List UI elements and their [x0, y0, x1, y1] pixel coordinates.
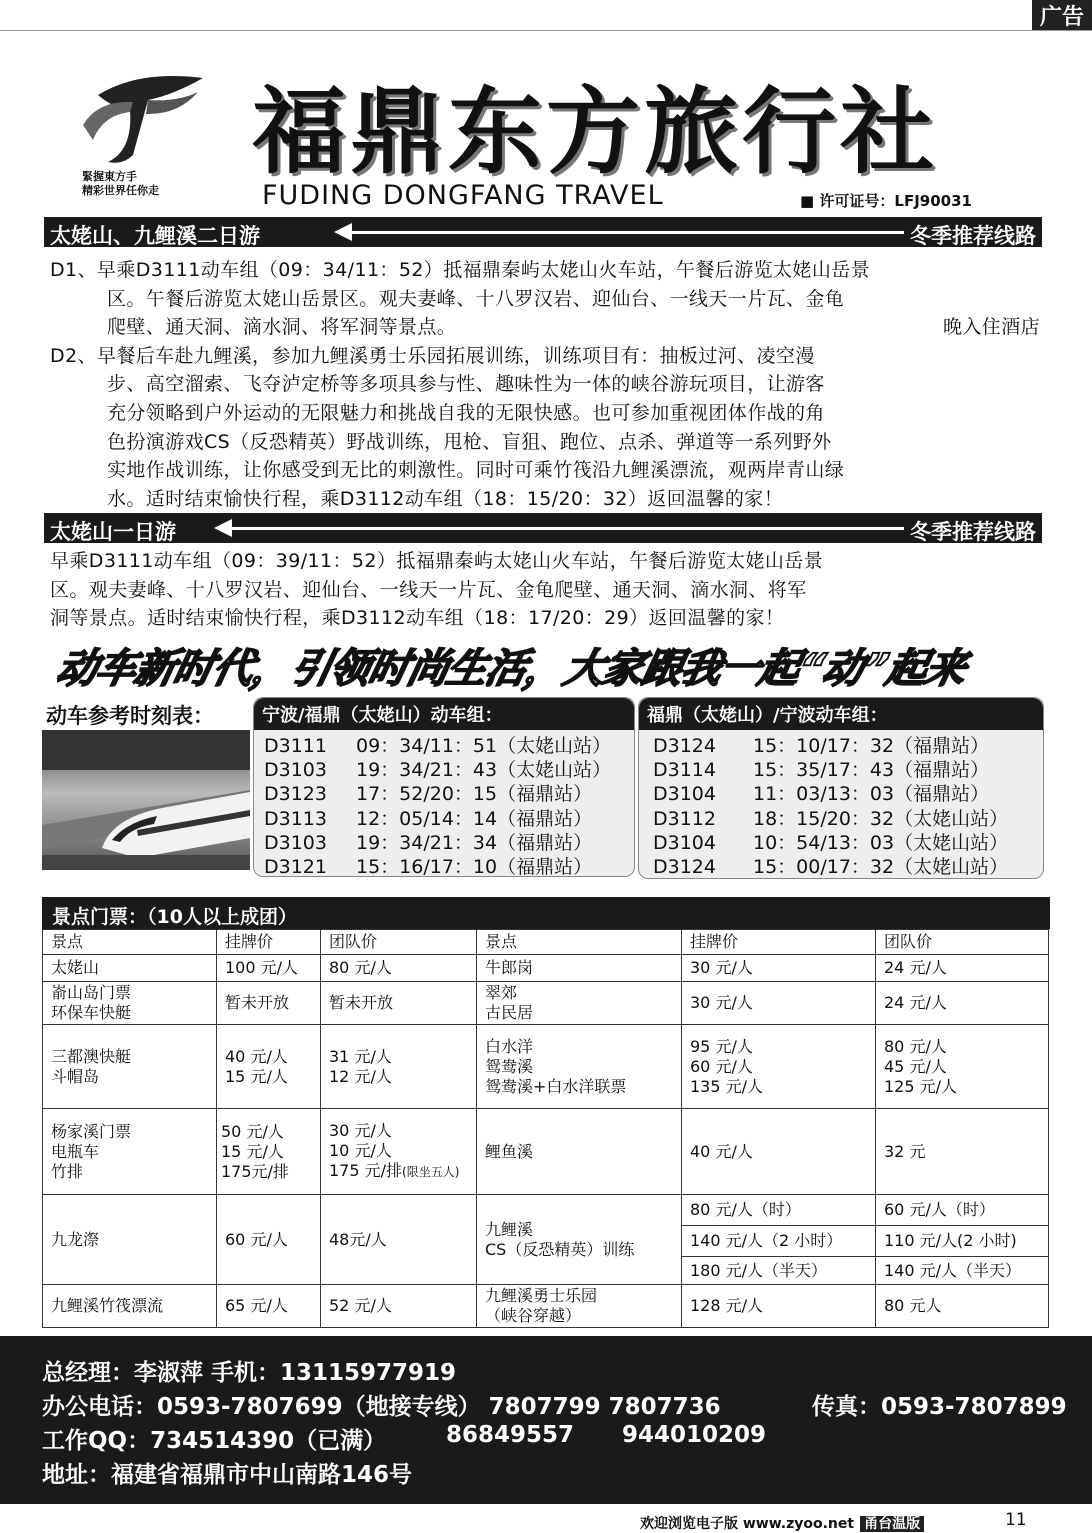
table-cell: 80 元/人（时）	[682, 1195, 876, 1226]
bar-line	[229, 527, 904, 530]
table-cell	[43, 1109, 217, 1195]
top-divider	[0, 30, 1092, 31]
cell-line: 三都澳快艇	[51, 1046, 132, 1066]
cell-line: 翠郊	[485, 983, 518, 1002]
table-cell: 60 元/人	[217, 1195, 321, 1285]
itinerary-line: D1、早乘D3111动车组（09：34/11：52）抵福鼎秦屿太姥山火车站，午餐后游览太姥山岳景	[50, 259, 871, 281]
tickets-title-bar	[42, 897, 1050, 929]
address: 地址：福建省福鼎市中山南路146号	[42, 1462, 413, 1488]
route2-itinerary	[50, 547, 1042, 633]
cell-line: （峡谷穿越）	[485, 1306, 582, 1325]
cell-line: 80 元/人	[884, 1036, 947, 1056]
cell-line: 15 元/人	[221, 1141, 284, 1161]
route2-badge: 冬季推荐线路	[910, 520, 1036, 544]
table-cell: 52 元/人	[321, 1285, 477, 1328]
table-cell: 牛郎岗	[477, 955, 682, 982]
qq-2: 86849557	[446, 1422, 575, 1448]
table-cell: 24 元/人	[876, 982, 1049, 1025]
cell-line: 杨家溪门票	[51, 1121, 132, 1141]
ticket-table	[42, 929, 1049, 1328]
cell-line: 125 元/人	[884, 1076, 958, 1096]
itinerary-line: 水。适时结束愉快行程，乘D3112动车组（18：15/20：32）返回温馨的家！	[107, 487, 784, 510]
train-time: 11：03/13：03（福鼎站）	[753, 783, 990, 806]
train-code: D3123	[264, 783, 327, 806]
timetable-row	[653, 831, 1029, 855]
hotel-note: 晚入住酒店	[942, 316, 1040, 339]
train-code: D3104	[653, 783, 716, 806]
table-cell: 30 元/人	[682, 982, 876, 1025]
table-cell: 60 元/人（时）	[876, 1195, 1049, 1226]
timetable-outbound	[253, 697, 635, 877]
table-cell: 太姥山	[43, 955, 217, 982]
table-cell: 80 元人	[876, 1285, 1049, 1328]
table-row	[43, 1025, 1049, 1109]
table-cell: 65 元/人	[217, 1285, 321, 1328]
cell-line: 12 元/人	[329, 1066, 392, 1086]
table-cell: 140 元/人（2 小时）	[682, 1226, 876, 1257]
timetable-inbound-title: 福鼎（太姥山）/宁波动车组：	[639, 698, 1043, 730]
table-cell	[477, 1025, 682, 1109]
cell-line: 10 元/人	[329, 1141, 392, 1160]
route1-title: 太姥山、九鲤溪二日游	[50, 224, 260, 248]
table-cell	[876, 1025, 1049, 1109]
column-header: 团队价	[876, 930, 1049, 955]
table-cell: 九龙漈	[43, 1195, 217, 1285]
cell-line: 九鲤溪	[485, 1219, 534, 1239]
column-header: 挂牌价	[217, 930, 321, 955]
cell-line: 电瓶车	[51, 1141, 100, 1161]
table-cell: 九鲤溪竹筏漂流	[43, 1285, 217, 1328]
manager-contact: 总经理：李淑萍 手机：13115977919	[42, 1360, 457, 1386]
site-banner	[640, 1513, 924, 1533]
train-code: D3111	[264, 735, 327, 757]
table-cell: 110 元/人(2 小时)	[876, 1226, 1049, 1257]
cell-line: 30 元/人	[329, 1121, 392, 1140]
train-time: 15：35/17：43（福鼎站）	[753, 759, 990, 782]
column-header: 景点	[43, 930, 217, 955]
timetable-label: 动车参考时刻表：	[46, 704, 214, 728]
itinerary-line: 色扮演游戏CS（反恐精英）野战训练，甩枪、盲狙、跑位、点杀、弹道等一系列野外	[107, 430, 832, 453]
cell-line	[329, 1161, 468, 1182]
company-name-en: FUDING DONGFANG TRAVEL	[262, 180, 664, 211]
cell-line: 鸳鸯溪+白水洋联票	[485, 1076, 627, 1096]
table-cell	[477, 1285, 682, 1328]
cell-line: 45 元/人	[884, 1056, 947, 1076]
fax: 传真：0593-7807899	[812, 1394, 1067, 1420]
train-time: 15：16/17：10（福鼎站）	[356, 855, 593, 878]
route2-title: 太姥山一日游	[50, 520, 176, 544]
train-photo	[42, 730, 250, 870]
train-time: 12：05/14：14（福鼎站）	[356, 807, 593, 830]
timetable-row	[264, 831, 624, 855]
license-number: ■ 许可证号：LFJ90031	[800, 192, 972, 210]
company-logo	[78, 70, 208, 170]
train-time: 10：54/13：03（太姥山站）	[753, 831, 1009, 854]
timetable-row	[264, 855, 624, 879]
table-cell	[43, 1025, 217, 1109]
table-cell: 48元/人	[321, 1195, 477, 1285]
table-cell: 暂未开放	[217, 982, 321, 1025]
cell-line: 135 元/人	[690, 1076, 764, 1096]
cell-line: 斗帽岛	[51, 1066, 100, 1086]
promo-slogan: 动车新时代，引领时尚生活，大家跟我一起“动”起来	[52, 646, 970, 692]
table-cell	[477, 982, 682, 1025]
itinerary-line: 实地作战训练，让你感受到无比的刺激性。同时可乘竹筏沿九鲤溪漂流，观两岸青山绿	[107, 459, 845, 482]
table-cell	[321, 1025, 477, 1109]
bar-line	[349, 231, 904, 234]
timetable-row	[264, 734, 624, 758]
itinerary-line: D2、早餐后车赴九鲤溪，参加九鲤溪勇士乐园拓展训练，训练项目有：抽板过河、凌空漫	[50, 344, 815, 367]
table-cell	[477, 1195, 682, 1285]
table-row	[43, 1195, 1049, 1226]
table-cell: 180 元/人（半天）	[682, 1257, 876, 1285]
table-row	[43, 955, 1049, 982]
column-header: 挂牌价	[682, 930, 876, 955]
train-time: 17：52/20：15（福鼎站）	[356, 783, 593, 806]
table-cell	[217, 1025, 321, 1109]
route1-itinerary	[50, 256, 1042, 513]
route1-title-bar	[44, 217, 1042, 247]
timetable-inbound	[638, 697, 1044, 879]
table-cell: 128 元/人	[682, 1285, 876, 1328]
table-cell	[682, 1025, 876, 1109]
table-cell: 24 元/人	[876, 955, 1049, 982]
column-header: 团队价	[321, 930, 477, 955]
train-code: D3104	[653, 831, 716, 854]
table-cell: 140 元/人（半天）	[876, 1257, 1049, 1285]
train-time: 18：15/20：32（太姥山站）	[753, 807, 1009, 830]
table-cell: 鲤鱼溪	[477, 1109, 682, 1195]
work-qq: 工作QQ：734514390（已满）	[42, 1428, 387, 1454]
train-icon	[42, 730, 250, 870]
cell-line: 嵛山岛门票	[51, 983, 132, 1002]
slogan-line-2: 精彩世界任你走	[82, 184, 159, 197]
table-cell: 32 元	[876, 1109, 1049, 1195]
table-cell: 80 元/人	[321, 955, 477, 982]
contact-footer	[0, 1336, 1092, 1504]
table-row	[43, 982, 1049, 1025]
company-name: 福鼎东方旅行社	[252, 78, 939, 187]
timetable-row	[264, 782, 624, 806]
route1-badge: 冬季推荐线路	[910, 224, 1036, 248]
table-cell	[217, 1109, 321, 1195]
cell-line: 50 元/人	[221, 1121, 284, 1141]
table-header-row	[43, 930, 1049, 955]
cell-line: 31 元/人	[329, 1046, 392, 1066]
itinerary-line: 步、高空溜索、飞夺泸定桥等多项具参与性、趣味性为一体的峡谷游玩项目，让游客	[107, 373, 825, 396]
timetable-row	[653, 782, 1029, 806]
train-time: 19：34/21：43（太姥山站）	[356, 759, 612, 782]
cell-line: 环保车快艇	[51, 1003, 132, 1022]
table-cell	[43, 982, 217, 1025]
train-code: D3113	[264, 807, 327, 830]
cell-line: 60 元/人	[690, 1056, 753, 1076]
site-link[interactable]: 欢迎浏览电子版 www.zyoo.net	[640, 1516, 855, 1532]
slogan-line-1: 緊握東方手	[82, 170, 137, 183]
train-time: 19：34/21：34（福鼎站）	[356, 831, 593, 854]
table-cell: 40 元/人	[682, 1109, 876, 1195]
train-code: D3103	[264, 831, 327, 854]
cell-line: 竹排	[51, 1161, 84, 1181]
table-cell: 30 元/人	[682, 955, 876, 982]
route2-title-bar	[44, 513, 1042, 543]
table-cell	[321, 1109, 477, 1195]
train-time: 15：10/17：32（福鼎站）	[753, 735, 990, 757]
table-row	[43, 1109, 1049, 1195]
train-code: D3103	[264, 759, 327, 782]
tickets-title: 景点门票：（10人以上成团）	[52, 906, 297, 928]
table-cell: 暂未开放	[321, 982, 477, 1025]
timetable-outbound-title: 宁波/福鼎（太姥山）动车组：	[254, 698, 634, 730]
itinerary-text: 爬壁、通天洞、滴水洞、将军洞等景点。	[107, 316, 457, 339]
itinerary-line: 充分领略到户外运动的无限魅力和挑战自我的无限快感。也可参加重视团体作战的角	[107, 401, 825, 424]
timetable-row	[653, 734, 1029, 758]
qq-3: 944010209	[622, 1422, 767, 1448]
train-time: 15：00/17：32（太姥山站）	[753, 855, 1009, 878]
itinerary-line: 早乘D3111动车组（09：39/11：52）抵福鼎秦屿太姥山火车站，午餐后游览太姥山岳景	[50, 550, 824, 572]
train-code: D3124	[653, 855, 716, 878]
office-phone: 办公电话：0593-7807699（地接专线） 7807799 7807736	[42, 1394, 721, 1420]
train-time: 09：34/11：51（太姥山站）	[356, 735, 612, 757]
cell-line: CS（反恐精英）训练	[485, 1239, 635, 1259]
train-code: D3121	[264, 855, 327, 878]
cell-line: 鸳鸯溪	[485, 1056, 534, 1076]
cell-line: 175元/排	[221, 1161, 289, 1181]
edition-badge: 甬台温版	[860, 1516, 924, 1532]
timetable-row	[653, 855, 1029, 879]
timetable-row	[264, 807, 624, 831]
itinerary-line: 区。午餐后游览太姥山岳景区。观夫妻峰、十八罗汉岩、迎仙台、一线天一片瓦、金龟	[107, 287, 845, 310]
train-code: D3114	[653, 759, 716, 782]
cell-line: 古民居	[485, 1003, 534, 1022]
cell-line: 95 元/人	[690, 1036, 753, 1056]
logo-slogan	[82, 170, 212, 198]
itinerary-line: 洞等景点。适时结束愉快行程，乘D3112动车组（18：17/20：29）返回温馨的家！	[50, 607, 785, 630]
timetable-row	[653, 758, 1029, 782]
itinerary-line: 区。观夫妻峰、十八罗汉岩、迎仙台、一线天一片瓦、金龟爬壁、通天洞、滴水洞、将军	[50, 578, 807, 601]
page-number: 11	[1005, 1510, 1027, 1530]
train-code: D3124	[653, 735, 716, 757]
table-row	[43, 1285, 1049, 1328]
timetable-row	[653, 807, 1029, 831]
cell-line: 白水洋	[485, 1036, 534, 1056]
column-header: 景点	[477, 930, 682, 955]
cell-line: 九鲤溪勇士乐园	[485, 1286, 598, 1305]
cell-line: 15 元/人	[225, 1066, 288, 1086]
cell-note: (限坐五人)	[402, 1165, 460, 1179]
itinerary-line	[50, 313, 1042, 342]
train-code: D3112	[653, 807, 716, 830]
cell-text: 175 元/排	[329, 1161, 403, 1180]
cell-line: 40 元/人	[225, 1046, 288, 1066]
table-cell: 100 元/人	[217, 955, 321, 982]
timetable-row	[264, 758, 624, 782]
ad-tag: 广告	[1032, 0, 1092, 30]
